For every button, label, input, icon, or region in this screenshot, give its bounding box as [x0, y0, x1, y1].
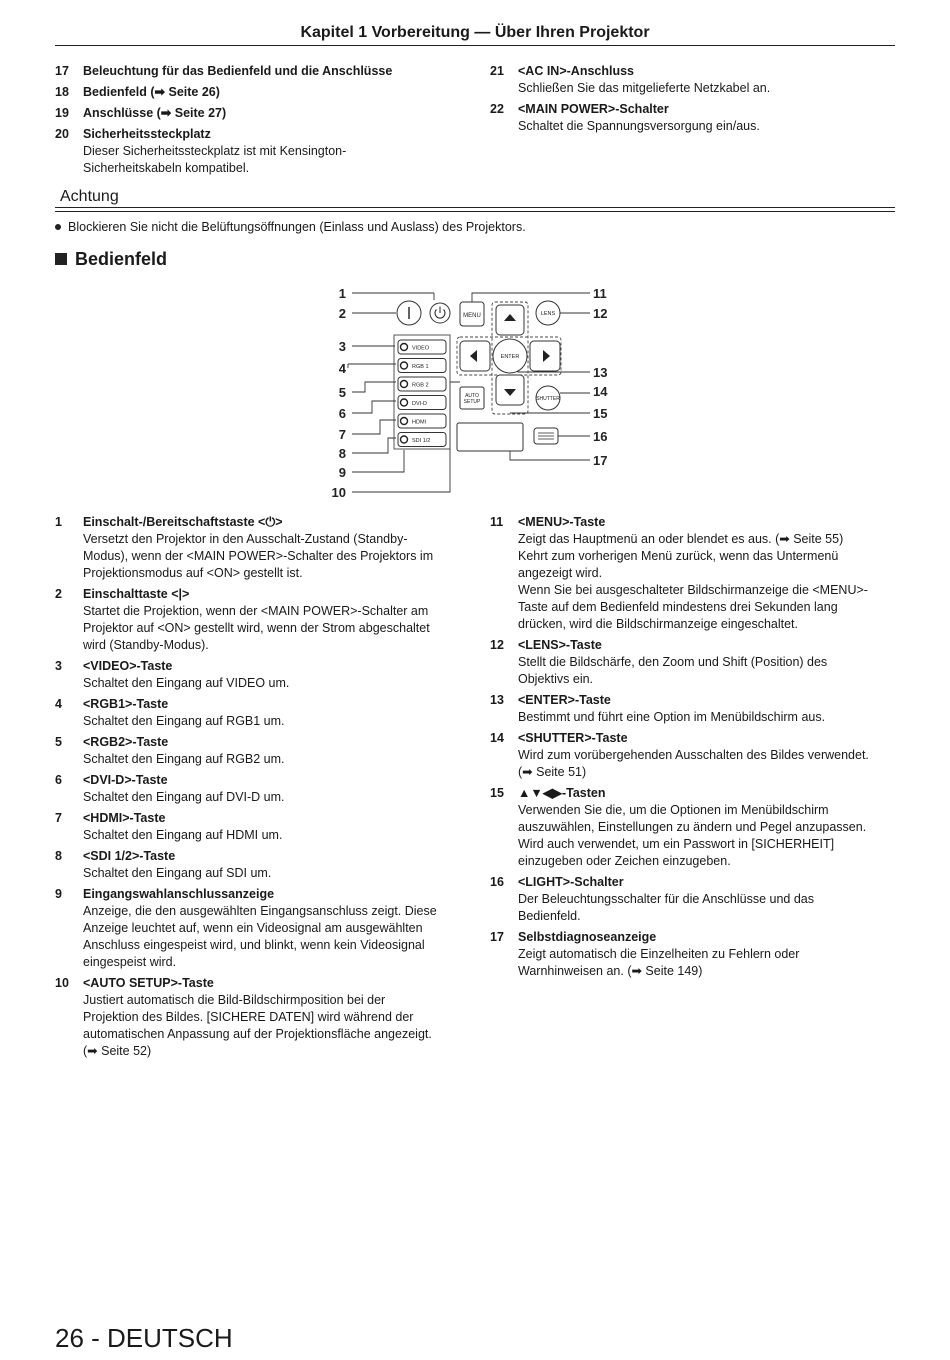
- callout-number: 9: [338, 465, 346, 480]
- list-item: [55, 848, 475, 882]
- list-item: [55, 810, 475, 844]
- callout-number: 15: [593, 406, 608, 421]
- item-label: <SDI 1/2>-Taste: [83, 849, 176, 863]
- callout-number: 16: [593, 429, 608, 444]
- achtung-title: Achtung: [60, 188, 119, 205]
- input-indicator-icon: [401, 381, 408, 388]
- item-label: <SHUTTER>-Taste: [518, 731, 628, 745]
- item-label: <MENU>-Taste: [518, 515, 606, 529]
- item-label: <AUTO SETUP>-Taste: [83, 976, 214, 990]
- item-label: <ENTER>-Taste: [518, 693, 611, 707]
- input-button-label: VIDEO: [412, 345, 430, 352]
- item-label: <DVI-D>-Taste: [83, 773, 168, 787]
- item-number: 18: [55, 85, 69, 99]
- description-line: (➡ Seite 52): [83, 1044, 152, 1058]
- input-indicator-icon: [401, 399, 408, 406]
- description-line: Bestimmt und führt eine Option im Menübildschirm aus.: [518, 710, 826, 724]
- description-line: Schaltet den Eingang auf RGB2 um.: [83, 752, 285, 766]
- item-number: 8: [55, 849, 62, 863]
- callout-number: 2: [338, 306, 346, 321]
- leader-line: [352, 382, 396, 392]
- item-label: <MAIN POWER>-Schalter: [518, 102, 669, 116]
- item-description: [83, 713, 475, 730]
- item-body: [83, 696, 475, 730]
- description-line: Zeigt automatisch die Einzelheiten zu Fehlern oder: [518, 947, 800, 961]
- description-line: eingespeist wird.: [83, 955, 177, 969]
- description-line: Modus), wenn der <MAIN POWER>-Schalter des Projektors im: [83, 549, 434, 563]
- item-body: [83, 810, 475, 844]
- item-label: <LENS>-Taste: [518, 638, 602, 652]
- list-item: [55, 772, 475, 806]
- description-line: Zeigt das Hauptmenü an oder blendet es aus. (➡ Seite 55): [518, 532, 844, 546]
- description-line: Der Beleuchtungsschalter für die Anschlüsse und das: [518, 892, 815, 906]
- item-body: [518, 874, 900, 925]
- item-number: 16: [490, 875, 504, 889]
- description-line: automatischen Anpassung auf der Projektionsfläche angezeigt.: [83, 1027, 432, 1041]
- description-line: drücken, wird die Bildschirmanzeige eingeschaltet.: [518, 617, 799, 631]
- item-description: [83, 903, 475, 971]
- item-number: 14: [490, 731, 504, 745]
- item-number: 2: [55, 587, 62, 601]
- item-number: 21: [490, 64, 504, 78]
- square-bullet-icon: [55, 253, 67, 265]
- item-body: [83, 105, 475, 122]
- self-diagnosis-display: [457, 423, 523, 451]
- item-label: <RGB1>-Taste: [83, 697, 169, 711]
- item-label: Einschalttaste <|>: [83, 587, 190, 601]
- description-line: Schaltet die Spannungsversorgung ein/aus.: [518, 119, 760, 133]
- item-number: 17: [55, 64, 69, 78]
- item-label: Beleuchtung für das Bedienfeld und die Anschlüsse: [83, 64, 393, 78]
- description-line: einzugeben oder Zeichen einzugeben.: [518, 854, 731, 868]
- item-body: [83, 126, 475, 177]
- item-body: [83, 586, 475, 654]
- list-item: [490, 785, 900, 870]
- item-label: Eingangswahlanschlussanzeige: [83, 887, 275, 901]
- callout-number: 17: [593, 453, 608, 468]
- list-item: [55, 126, 475, 177]
- auto-setup-label: SETUP: [463, 399, 481, 405]
- item-body: [518, 514, 900, 633]
- item-number: 9: [55, 887, 62, 901]
- item-description: [518, 946, 900, 980]
- list-item: [55, 586, 475, 654]
- input-indicator-icon: [401, 344, 408, 351]
- item-description: [83, 675, 475, 692]
- item-label: Anschlüsse (➡ Seite 27): [83, 106, 227, 120]
- item-body: [518, 785, 900, 870]
- input-buttons-group: [394, 335, 450, 449]
- item-body: [518, 692, 900, 726]
- description-line: Wird auch verwendet, um ein Passwort in [SICHERHEIT]: [518, 837, 835, 851]
- list-item: [55, 514, 475, 582]
- input-button-label: HDMI: [412, 419, 427, 426]
- item-label: <VIDEO>-Taste: [83, 659, 173, 673]
- description-line: Dieser Sicherheitssteckplatz ist mit Kensington-: [83, 144, 347, 158]
- item-description: [518, 118, 900, 135]
- list-item: [55, 975, 475, 1060]
- top-list-right: [490, 63, 900, 139]
- leader-line: [352, 438, 396, 453]
- item-number: 13: [490, 693, 504, 707]
- description-line: Schaltet den Eingang auf VIDEO um.: [83, 676, 290, 690]
- item-body: [83, 734, 475, 768]
- description-line: auszuwählen, Einstellungen zu ändern und Pegel anzupassen.: [518, 820, 867, 834]
- item-body: [83, 848, 475, 882]
- description-line: Projektionsmodus auf <ON> gestellt ist.: [83, 566, 303, 580]
- callout-number: 5: [338, 385, 346, 400]
- achtung-bullet-text: Blockieren Sie nicht die Belüftungsöffnungen (Einlass und Auslass) des Projektors.: [68, 220, 526, 234]
- description-line: angezeigt wird.: [518, 566, 603, 580]
- list-item: [55, 886, 475, 971]
- leader-line: [352, 401, 396, 413]
- input-button-label: DVI-D: [412, 401, 427, 407]
- item-description: [518, 802, 900, 870]
- item-body: [518, 637, 900, 688]
- description-line: Anzeige, die den ausgewählten Eingangsanschluss zeigt. Diese: [83, 904, 437, 918]
- header-rule: [55, 45, 895, 46]
- list-item: [490, 63, 900, 97]
- item-number: 10: [55, 976, 69, 990]
- top-list-left: [55, 63, 475, 181]
- item-description: [83, 827, 475, 844]
- item-description: [83, 789, 475, 806]
- description-line: Anzeige leuchtet auf, wenn ein Videosignal am ausgewählten: [83, 921, 423, 935]
- list-item: [490, 637, 900, 688]
- item-description: [518, 747, 900, 781]
- list-item: [55, 63, 475, 80]
- callout-number: 3: [338, 339, 346, 354]
- callout-number: 1: [338, 286, 346, 301]
- item-body: [518, 730, 900, 781]
- list-item: [490, 514, 900, 633]
- input-indicator-icon: [401, 362, 408, 369]
- item-number: 5: [55, 735, 62, 749]
- item-body: [83, 772, 475, 806]
- callout-number: 10: [331, 485, 346, 500]
- description-line: Schaltet den Eingang auf HDMI um.: [83, 828, 283, 842]
- item-description: [83, 751, 475, 768]
- description-line: Schließen Sie das mitgelieferte Netzkabel an.: [518, 81, 771, 95]
- list-item: [55, 696, 475, 730]
- description-line: Kehrt zum vorherigen Menü zurück, wenn das Untermenü: [518, 549, 839, 563]
- description-line: Anschluss eingespeist wird, und blinkt, wenn kein Videosignal: [83, 938, 425, 952]
- description-line: Warnhinweisen an. (➡ Seite 149): [518, 964, 703, 978]
- item-description: [518, 709, 900, 726]
- item-body: [83, 63, 475, 80]
- description-line: Startet die Projektion, wenn der <MAIN POWER>-Schalter am: [83, 604, 429, 618]
- description-line: (➡ Seite 51): [518, 765, 587, 779]
- item-description: [83, 865, 475, 882]
- item-label: ▲▼◀▶-Tasten: [518, 786, 606, 800]
- description-line: Taste auf dem Bedienfeld mindestens drei Sekunden lang: [518, 600, 838, 614]
- callout-number: 6: [338, 406, 346, 421]
- callout-number: 12: [593, 306, 608, 321]
- item-label: <LIGHT>-Schalter: [518, 875, 624, 889]
- description-line: Stellt die Bildschärfe, den Zoom und Shift (Position) des: [518, 655, 828, 669]
- item-number: 19: [55, 106, 69, 120]
- callout-number: 8: [338, 446, 346, 461]
- item-body: [518, 929, 900, 980]
- description-line: Projektor auf <ON> gestellt wird, wenn der Strom abgeschaltet: [83, 621, 430, 635]
- list-item: [55, 734, 475, 768]
- item-description: [518, 654, 900, 688]
- section-title-text: Bedienfeld: [75, 249, 168, 269]
- main-list-right: [490, 514, 900, 984]
- page-footer: 26 - DEUTSCH: [55, 1323, 233, 1353]
- input-indicator-icon: [401, 418, 408, 425]
- description-line: Bedienfeld.: [518, 909, 581, 923]
- description-line: Versetzt den Projektor in den Ausschalt-Zustand (Standby-: [83, 532, 408, 546]
- item-number: 7: [55, 811, 62, 825]
- callout-number: 4: [338, 361, 346, 376]
- item-body: [83, 514, 475, 582]
- item-number: 1: [55, 515, 62, 529]
- item-body: [83, 975, 475, 1060]
- item-label: <HDMI>-Taste: [83, 811, 166, 825]
- item-body: [518, 101, 900, 135]
- list-item: [55, 105, 475, 122]
- description-line: Projektion des Bildes. [SICHERE DATEN] wird während der: [83, 1010, 414, 1024]
- description-line: Objektivs ein.: [518, 672, 594, 686]
- input-button-label: SDI 1/2: [412, 438, 431, 444]
- list-item: [490, 692, 900, 726]
- list-item: [490, 101, 900, 135]
- description-line: Schaltet den Eingang auf DVI-D um.: [83, 790, 285, 804]
- item-number: 4: [55, 697, 62, 711]
- item-number: 3: [55, 659, 62, 673]
- description-line: Justiert automatisch die Bild-Bildschirmposition bei der: [83, 993, 386, 1007]
- input-indicator-icon: [401, 436, 408, 443]
- auto-setup-label: AUTO: [465, 393, 479, 399]
- item-body: [83, 886, 475, 971]
- item-number: 11: [490, 515, 504, 529]
- list-item: [490, 929, 900, 980]
- list-item: [490, 874, 900, 925]
- section-title: [55, 249, 167, 270]
- item-label: Sicherheitssteckplatz: [83, 127, 211, 141]
- item-body: [518, 63, 900, 97]
- description-line: Schaltet den Eingang auf RGB1 um.: [83, 714, 285, 728]
- leader-line: [472, 293, 590, 305]
- item-description: [83, 143, 475, 177]
- description-line: Wenn Sie bei ausgeschalteter Bildschirmanzeige die <MENU>-: [518, 583, 868, 597]
- item-label: Einschalt-/Bereitschaftstaste <⏻>: [83, 515, 283, 529]
- achtung-bullet: [55, 220, 526, 234]
- lens-button-label: LENS: [540, 311, 556, 317]
- input-button-label: RGB 2: [412, 382, 429, 389]
- item-description: [518, 80, 900, 97]
- list-item: [490, 730, 900, 781]
- list-item: [55, 658, 475, 692]
- item-number: 12: [490, 638, 504, 652]
- input-button-label: RGB 1: [412, 364, 429, 370]
- item-description: [518, 891, 900, 925]
- enter-button-label: ENTER: [500, 354, 520, 360]
- item-number: 6: [55, 773, 62, 787]
- control-panel-diagram: [320, 280, 620, 505]
- callout-number: 14: [593, 384, 608, 399]
- shutter-button-label: SHUTTER: [536, 396, 560, 402]
- item-number: 22: [490, 102, 504, 116]
- callout-number: 13: [593, 365, 608, 380]
- leader-line: [510, 450, 590, 460]
- item-label: Bedienfeld (➡ Seite 26): [83, 85, 220, 99]
- description-line: wird (Standby-Modus).: [83, 638, 209, 652]
- callout-number: 11: [593, 286, 607, 301]
- list-item: [55, 84, 475, 101]
- bullet-icon: [55, 224, 61, 230]
- leader-line: [352, 420, 396, 434]
- description-line: Wird zum vorübergehenden Ausschalten des Bildes verwendet.: [518, 748, 869, 762]
- item-label: <AC IN>-Anschluss: [518, 64, 635, 78]
- item-number: 15: [490, 786, 504, 800]
- item-number: 20: [55, 127, 69, 141]
- chapter-header: Kapitel 1 Vorbereitung — Über Ihren Projektor: [300, 24, 650, 41]
- item-description: [83, 992, 475, 1060]
- main-list-left: [55, 514, 475, 1064]
- description-line: Schaltet den Eingang auf SDI um.: [83, 866, 272, 880]
- item-number: 17: [490, 930, 504, 944]
- item-label: <RGB2>-Taste: [83, 735, 169, 749]
- item-description: [83, 531, 475, 582]
- item-description: [83, 603, 475, 654]
- achtung-rule: [55, 207, 895, 208]
- description-line: Verwenden Sie die, um die Optionen im Menübildschirm: [518, 803, 829, 817]
- achtung-rule: [55, 211, 895, 212]
- callout-number: 7: [338, 427, 346, 442]
- item-label: Selbstdiagnoseanzeige: [518, 930, 657, 944]
- description-line: Sicherheitskabeln kompatibel.: [83, 161, 250, 175]
- item-description: [518, 531, 900, 633]
- menu-button-label: MENU: [463, 313, 481, 319]
- item-body: [83, 658, 475, 692]
- item-body: [83, 84, 475, 101]
